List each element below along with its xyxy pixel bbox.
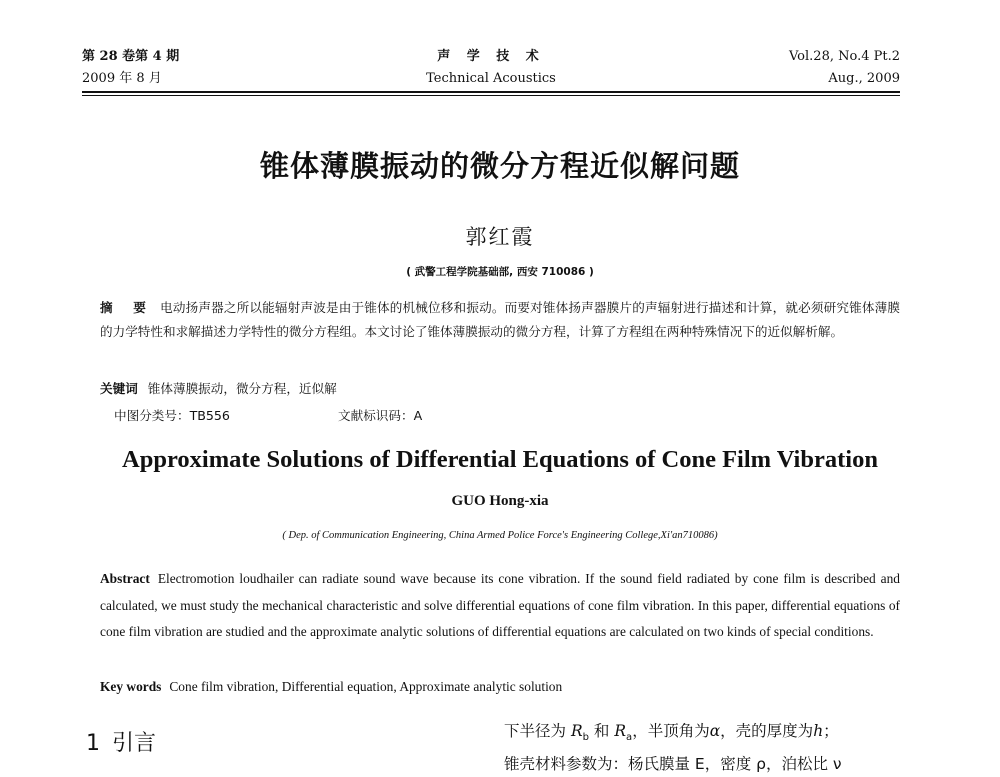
abstract-text-zh: 电动扬声器之所以能辐射声波是由于锥体的机械位移和振动。而要对锥体扬声器膜片的声辐射进行描述和计算，就必须研究锥体薄膜的力学特性和求解描述力学特性的微分方程组。本文讨论了锥体薄膜振动的微分方程，计算了方程组在两种特殊情况下的近似解析解。	[100, 300, 901, 339]
affiliation-en: ( Dep. of Communication Engineering, China Armed Police Force's Engineering College,Xi'an710086)	[282, 530, 718, 541]
journal-name-zh: 声 学 技 术	[437, 49, 545, 64]
date-en: Aug., 2009	[828, 71, 900, 86]
classification-line	[114, 405, 814, 427]
affiliation-zh: ( 武警工程学院基础部, 西安 710086 )	[406, 266, 594, 278]
section-number: 1	[86, 731, 100, 756]
volume-issue-en: Vol.28, No.4 Pt.2	[788, 49, 900, 64]
section-title: 引言	[112, 731, 157, 756]
journal-issue-en	[789, 46, 900, 90]
keywords-label-zh: 关键词	[100, 381, 138, 396]
symbol-R: R	[570, 722, 583, 740]
keywords-en	[100, 676, 900, 698]
author-zh: 郭红霞	[465, 225, 535, 249]
class-number-value: TB556	[189, 408, 230, 423]
subscript-b: b	[582, 732, 589, 744]
document-code	[338, 405, 422, 427]
keywords-zh	[100, 378, 900, 400]
subscript-a: a	[626, 732, 633, 744]
class-number-label: 中图分类号：	[114, 408, 190, 423]
body-line-2: 锥壳材料参数为：杨氏膜量 E，密度 ρ，泊松比 ν	[504, 755, 842, 774]
document-code-label: 文献标识码：	[338, 408, 414, 423]
symbol-h: h	[813, 722, 824, 740]
body-text: ，壳的厚度为	[720, 722, 814, 740]
document-code-value: A	[413, 408, 423, 423]
body-text: ；	[823, 722, 839, 740]
body-text-right-column	[504, 718, 904, 774]
journal-name-en: Technical Acoustics	[426, 71, 556, 86]
section-heading	[86, 728, 156, 760]
symbol-alpha: α	[709, 722, 721, 740]
body-line-1	[504, 718, 904, 751]
abstract-zh	[100, 296, 900, 344]
author-en: GUO Hong-xia	[451, 493, 549, 509]
header-rule-thick	[82, 91, 900, 93]
running-header	[82, 46, 900, 92]
header-rule-thin	[82, 95, 900, 96]
body-text: ，半顶角为	[632, 722, 710, 740]
abstract-text-en: Electromotion loudhailer can radiate sound wave because its cone vibration. If the sound field radiated by cone film is described and calculated, we must study the mechanical characteristic and solve differential equations of cone film vibration. In this paper, differential equations of cone film vibration are studied and the approximate analytic solutions of differential equations are calculated on two kinds of special conditions.	[100, 571, 900, 639]
paper-title-en: Approximate Solutions of Differential Equations of Cone Film Vibration	[122, 446, 878, 473]
paper-title-zh: 锥体薄膜振动的微分方程近似解问题	[259, 149, 740, 183]
journal-name	[82, 46, 900, 90]
abstract-label-zh: 摘 要	[100, 300, 155, 315]
abstract-en	[100, 566, 900, 646]
keywords-text-en: Cone film vibration, Differential equation, Approximate analytic solution	[169, 679, 563, 694]
symbol-R: R	[614, 722, 627, 740]
date-zh: 2009 年 8 月	[82, 71, 162, 86]
abstract-label-en: Abstract	[100, 571, 150, 586]
keywords-label-en: Key words	[100, 679, 162, 694]
volume-issue-zh: 第 28 卷第 4 期	[82, 49, 180, 64]
keywords-text-zh: 锥体薄膜振动，微分方程，近似解	[147, 381, 337, 396]
body-text: 和	[593, 722, 610, 740]
body-text: 下半径为	[504, 722, 567, 740]
